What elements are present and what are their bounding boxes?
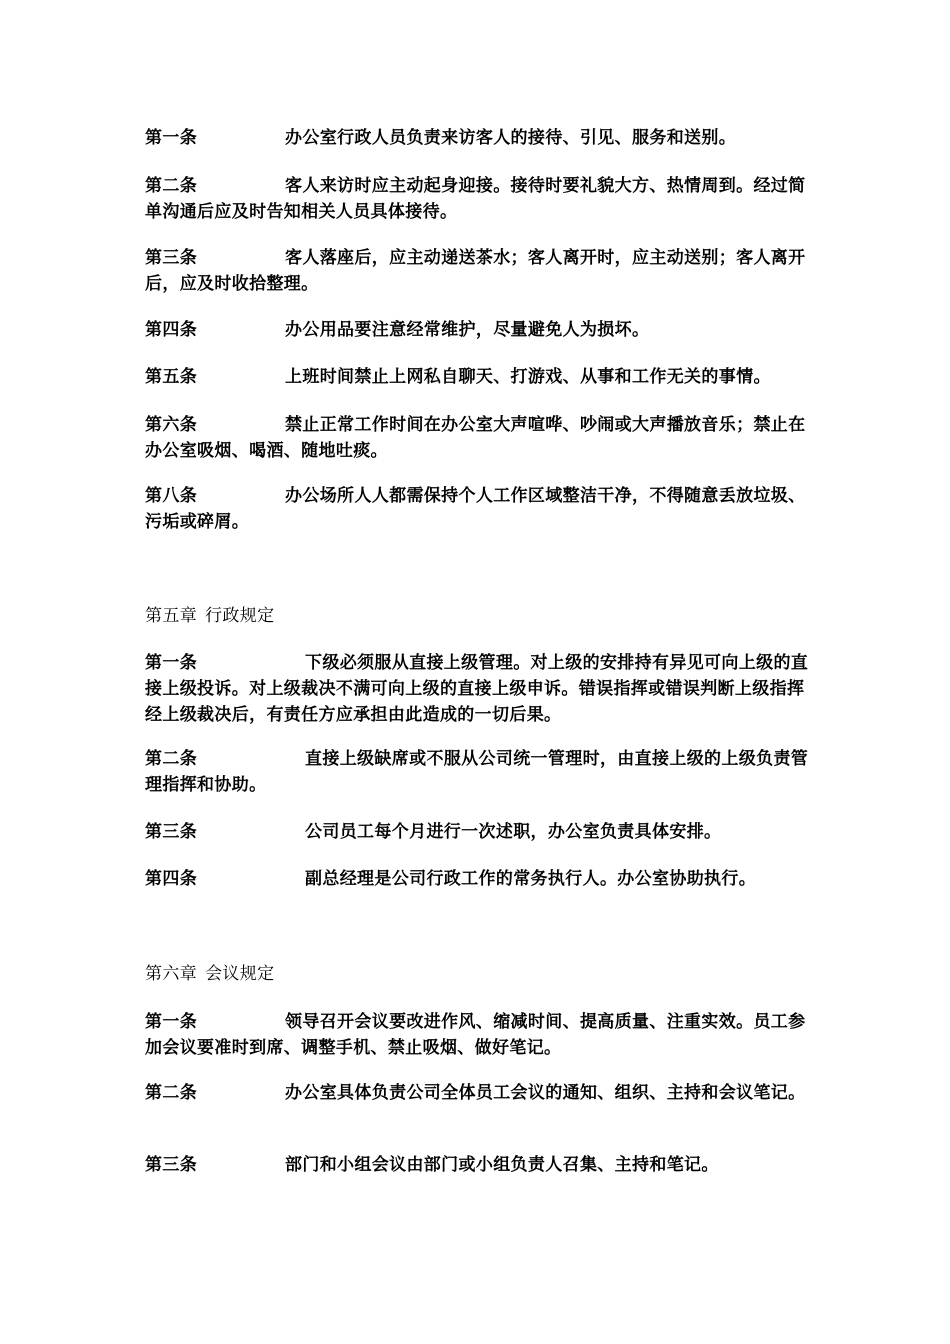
article — [145, 746, 815, 798]
article-number: 第八条 — [145, 486, 198, 506]
article-number: 第二条 — [145, 176, 198, 196]
article — [145, 1152, 815, 1178]
article-number: 第四条 — [145, 869, 198, 889]
article-text: 禁止正常工作时间在办公室大声喧哗、吵闹或大声播放音乐；禁止在办公室吸烟、喝酒、随地吐痰。 — [145, 415, 806, 461]
article — [145, 1009, 815, 1061]
chapter-title: 行政规定 — [205, 606, 275, 626]
article-number: 第二条 — [145, 749, 198, 769]
article-text: 客人落座后，应主动递送茶水；客人离开时，应主动送别；客人离开后，应及时收拾整理。 — [145, 248, 806, 294]
article-text: 领导召开会议要改进作风、缩减时间、提高质量、注重实效。员工参加会议要准时到席、调整手机、禁止吸烟、做好笔记。 — [145, 1012, 806, 1058]
chapter-title: 会议规定 — [205, 964, 275, 984]
chapter-number: 第五章 — [145, 606, 198, 626]
article — [145, 245, 815, 297]
article-number: 第三条 — [145, 1155, 198, 1175]
article-text: 上班时间禁止上网私自聊天、打游戏、从事和工作无关的事情。 — [285, 367, 771, 387]
article-text: 部门和小组会议由部门或小组负责人召集、主持和笔记。 — [285, 1155, 719, 1175]
article-number: 第四条 — [145, 320, 198, 340]
article-number: 第六条 — [145, 415, 198, 435]
article-text: 办公室具体负责公司全体员工会议的通知、组织、主持和会议笔记。 — [285, 1083, 806, 1103]
article — [145, 173, 815, 225]
article-text: 下级必须服从直接上级管理。对上级的安排持有异见可向上级的直接上级投诉。对上级裁决不满可向上级的直接上级申诉。错误指挥或错误判断上级指挥经上级裁决后，有责任方应承担由此造成的一切后果。 — [145, 653, 809, 725]
article-text: 客人来访时应主动起身迎接。接待时要礼貌大方、热情周到。经过简单沟通后应及时告知相关人员具体接待。 — [145, 176, 806, 222]
article — [145, 866, 815, 892]
article — [145, 483, 815, 535]
article-text: 办公用品要注意经常维护，尽量避免人为损坏。 — [285, 320, 650, 340]
article-number: 第一条 — [145, 653, 198, 673]
article — [145, 412, 815, 464]
article-number: 第三条 — [145, 822, 198, 842]
article-number: 第一条 — [145, 1012, 198, 1032]
chapter-heading — [145, 603, 274, 629]
article-text: 直接上级缺席或不服从公司统一管理时，由直接上级的上级负责管理指挥和协助。 — [145, 749, 809, 795]
article-text: 公司员工每个月进行一次述职，办公室负责具体安排。 — [305, 822, 722, 842]
article-text: 办公室行政人员负责来访客人的接待、引见、服务和送别。 — [285, 128, 737, 148]
article — [145, 364, 815, 390]
article-number: 第三条 — [145, 248, 198, 268]
article-text: 办公场所人人都需保持个人工作区域整洁干净，不得随意丢放垃圾、污垢或碎屑。 — [145, 486, 806, 532]
article-number: 第五条 — [145, 367, 198, 387]
chapter-heading — [145, 961, 274, 987]
article-number: 第二条 — [145, 1083, 198, 1103]
article — [145, 819, 815, 845]
article-number: 第一条 — [145, 128, 198, 148]
article-text: 副总经理是公司行政工作的常务执行人。办公室协助执行。 — [305, 869, 757, 889]
chapter-number: 第六章 — [145, 964, 198, 984]
article — [145, 650, 815, 728]
article — [145, 317, 815, 343]
article — [145, 1080, 815, 1106]
article — [145, 125, 815, 151]
